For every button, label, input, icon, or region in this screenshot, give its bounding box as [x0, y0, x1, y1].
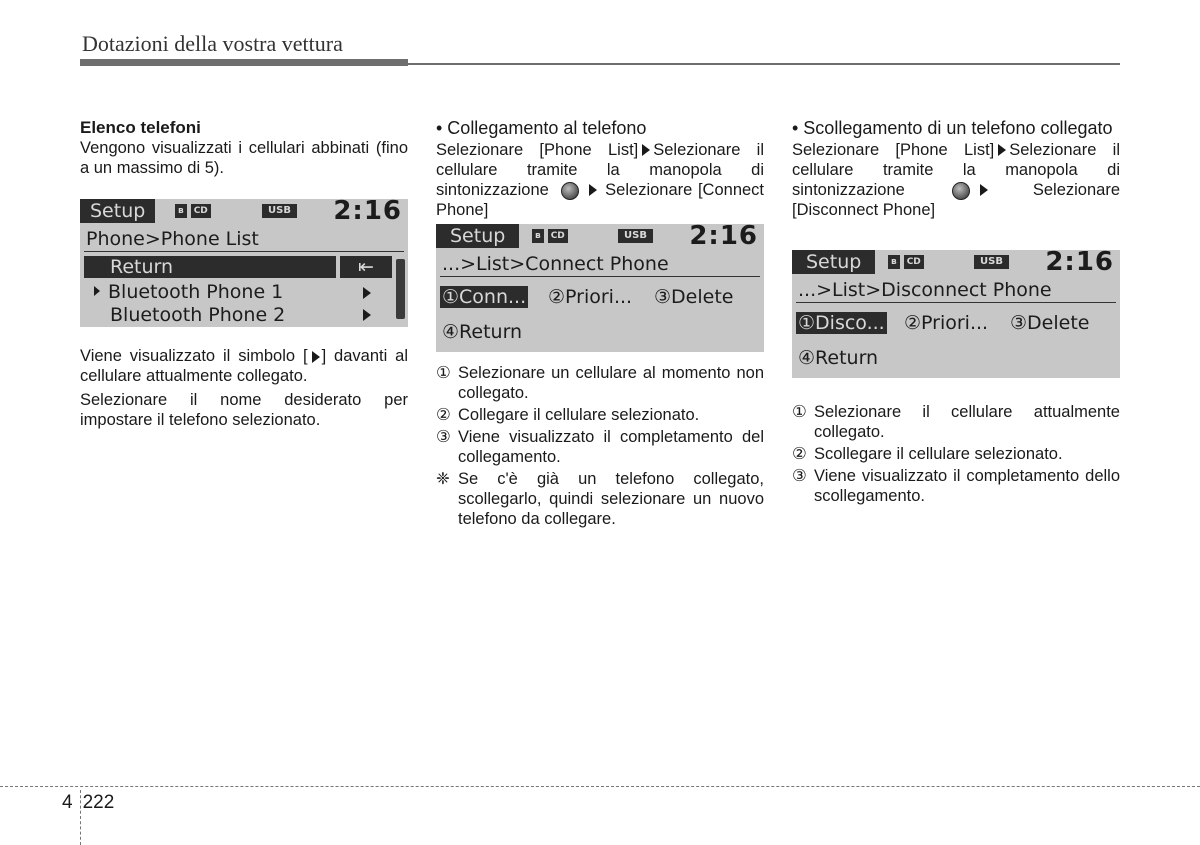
cd-icon: CD [191, 204, 211, 218]
list-item: ② Scollegare il cellulare selezionato. [792, 445, 1063, 463]
lcd-option-delete[interactable]: ③Delete [1010, 312, 1090, 334]
list-item: ① Selezionare il cellulare attualmente collegato. [792, 403, 1120, 441]
header-rule-thick [80, 59, 408, 66]
list-item: ③ Viene visualizzato il completamento del collegamento. [436, 428, 764, 466]
list-item: ❈ Se c'è già un telefono collegato, scollegarlo, quindi selezionare un nuovo telefono da collegare. [436, 470, 764, 528]
disconnect-steps [792, 400, 1120, 506]
lcd-status-icons [888, 255, 924, 269]
column-phone-list-notes [80, 346, 408, 430]
lcd-option-return[interactable]: ④Return [798, 347, 879, 369]
section-heading: • Scollegamento di un telefono collegato [792, 118, 1113, 138]
note-symbol-icon: ❈ [436, 470, 450, 488]
lcd-screen-connect-phone [436, 224, 764, 352]
lcd-item-return[interactable]: Return [84, 256, 336, 278]
section-heading: Elenco telefoni [80, 118, 201, 137]
bluetooth-icon: ʙ [888, 255, 900, 269]
lcd-item-bluetooth-phone-2[interactable]: Bluetooth Phone 2 [110, 304, 286, 326]
lcd-clock: 2:16 [1045, 250, 1114, 277]
usb-icon: USB [974, 255, 1009, 269]
header-rule-thin [408, 63, 1120, 65]
cd-icon: CD [548, 229, 568, 243]
intro-text: Vengono visualizzati i cellulari abbinati (fino a un massimo di 5). [80, 139, 408, 177]
lcd-breadcrumb: Phone>Phone List [86, 228, 259, 250]
connect-steps [436, 361, 764, 529]
list-item: ③ Viene visualizzato il completamento dello scollegamento. [792, 467, 1120, 505]
lcd-screen-phone-list [80, 199, 408, 327]
lcd-setup-label: Setup [792, 250, 875, 274]
lcd-setup-label: Setup [436, 224, 519, 248]
lcd-option-priority[interactable]: ②Priori... [548, 286, 633, 308]
lcd-divider [440, 276, 760, 277]
lcd-option-priority[interactable]: ②Priori... [904, 312, 989, 334]
arrow-right-icon [998, 144, 1006, 156]
lcd-divider [84, 251, 404, 252]
lcd-scrollbar [396, 259, 405, 319]
arrow-right-icon [589, 184, 597, 196]
lcd-setup-label: Setup [80, 199, 155, 223]
page-header-title: Dotazioni della vostra vettura [82, 31, 343, 56]
instructions: Selezionare [Phone List] Selezionare il cellulare tramite la manopola di sintonizzazione Selezionare [Connect Phone] [436, 141, 765, 219]
list-item: ② Collegare il cellulare selezionato. [436, 406, 700, 424]
chevron-right-icon [363, 309, 371, 321]
lcd-option-connect[interactable]: ①Conn... [442, 286, 527, 308]
column-connect-phone [436, 118, 764, 220]
return-icon: ⇤ [340, 256, 392, 278]
cd-icon: CD [904, 255, 924, 269]
chapter-number: 4 [62, 792, 73, 813]
symbol-note: Viene visualizzato il simbolo [ ] davanti al cellulare attualmente collegato. [80, 347, 408, 385]
list-item: ① Selezionare un cellulare al momento non collegato. [436, 364, 764, 402]
column-phone-list [80, 118, 408, 178]
footer-dashed-rule [0, 786, 1200, 787]
page-number-value: 222 [82, 792, 115, 813]
usb-icon: USB [262, 204, 297, 218]
play-arrow-icon [308, 349, 322, 365]
tuning-knob-icon [952, 182, 970, 200]
bluetooth-icon: ʙ [175, 204, 187, 218]
usb-icon: USB [618, 229, 653, 243]
lcd-item-bluetooth-phone-1[interactable] [94, 281, 283, 303]
lcd-option-disconnect[interactable]: ①Disco... [798, 312, 885, 334]
lcd-option-delete[interactable]: ③Delete [654, 286, 734, 308]
lcd-item-label: Bluetooth Phone 1 [108, 281, 284, 303]
lcd-option-return[interactable]: ④Return [442, 321, 523, 343]
instructions: Selezionare [Phone List] Selezionare il cellulare tramite la manopola di sintonizzazione Selezionare [Disconnect Phone] [792, 141, 1120, 219]
lcd-status-icons [532, 229, 568, 243]
tuning-knob-icon [561, 182, 579, 200]
lcd-breadcrumb: ...>List>Disconnect Phone [798, 279, 1052, 301]
lcd-divider [796, 302, 1116, 303]
lcd-screen-disconnect-phone [792, 250, 1120, 378]
lcd-breadcrumb: ...>List>Connect Phone [442, 253, 669, 275]
section-heading: • Collegamento al telefono [436, 118, 647, 138]
arrow-right-icon [980, 184, 988, 196]
select-note: Selezionare il nome desiderato per impostare il telefono selezionato. [80, 391, 408, 429]
arrow-right-icon [642, 144, 650, 156]
chevron-right-icon [363, 287, 371, 299]
lcd-clock: 2:16 [333, 199, 402, 226]
bluetooth-icon: ʙ [532, 229, 544, 243]
column-disconnect-phone [792, 118, 1120, 220]
lcd-status-icons [175, 204, 211, 218]
lcd-clock: 2:16 [689, 224, 758, 251]
page-number [62, 792, 114, 814]
connected-marker-icon [94, 286, 100, 296]
